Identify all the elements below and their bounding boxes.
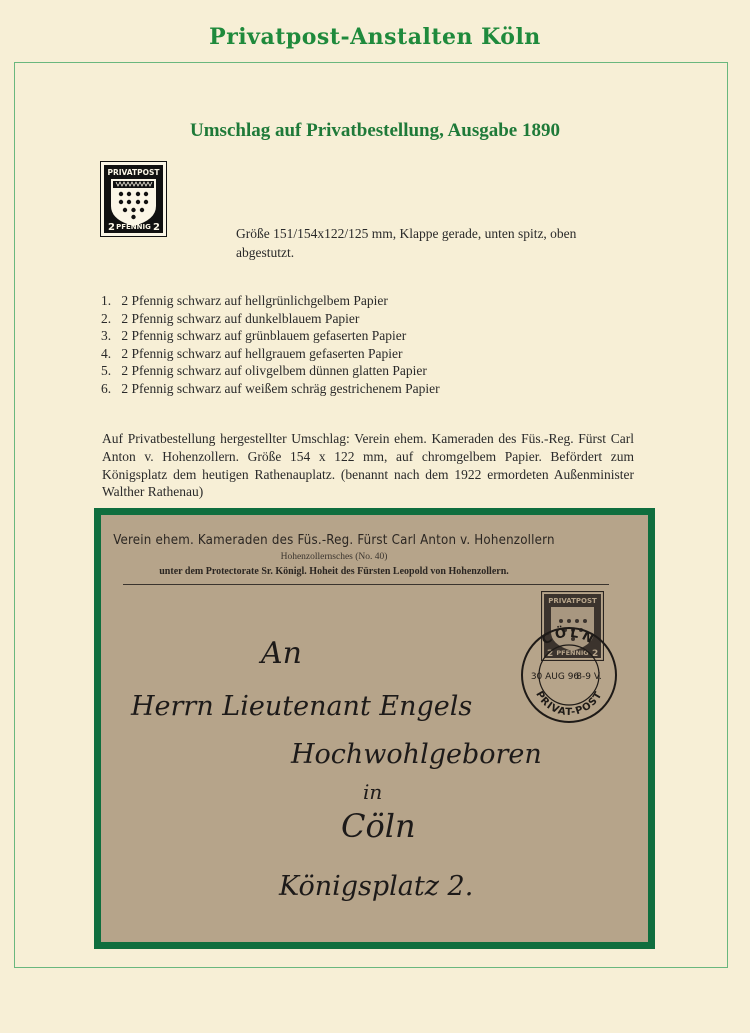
page-title: Umschlag auf Privatbestellung, Ausgabe 1890: [190, 120, 560, 141]
list-item: 5. 2 Pfennig schwarz auf olivgelbem dünnen glatten Papier: [101, 363, 427, 378]
svg-text:30 AUG 96: 30 AUG 96: [530, 672, 580, 682]
stamp-value-left: 2: [108, 222, 115, 233]
envelope-sender-line: Verein ehem. Kameraden des Füs.-Reg. Fürst Carl Anton v. Hohenzollern: [113, 533, 555, 548]
variant-list: [101, 292, 440, 397]
stamp-value-right: 2: [153, 222, 160, 233]
envelope-image: [101, 515, 648, 942]
list-item: 4. 2 Pfennig schwarz auf hellgrauem gefaserten Papier: [101, 345, 403, 361]
svg-text:2: 2: [592, 649, 599, 659]
page-header-title: Privatpost-Anstalten Köln: [209, 24, 541, 50]
svg-text:8-9 V.: 8-9 V.: [576, 672, 602, 682]
svg-text:CÖLN: CÖLN: [539, 625, 599, 649]
svg-text:2: 2: [547, 649, 554, 659]
svg-text:PRIVATPOST: PRIVATPOST: [548, 597, 597, 605]
svg-text:PRIVAT-POST: PRIVAT-POST: [533, 689, 605, 719]
envelope-regiment-line: Hohenzollernsches (No. 40): [280, 552, 388, 562]
list-item: 3. 2 Pfennig schwarz auf grünblauem gefaserten Papier: [101, 328, 407, 343]
handwriting-line-2: Herrn Lieutenant Engels: [131, 691, 473, 722]
list-item: 2. 2 Pfennig schwarz auf dunkelblauem Papier: [101, 310, 360, 326]
stamp-top-text: PRIVATPOST: [107, 168, 160, 177]
handwriting-line-3: Hochwohlgeboren: [291, 739, 542, 770]
handwritten-address: [101, 515, 648, 942]
list-item: 1. 2 Pfennig schwarz auf hellgrünlichgelbem Papier: [101, 293, 388, 308]
handwriting-line-6: Königsplatz 2.: [279, 871, 474, 902]
list-item: 6. 2 Pfennig schwarz auf weißem schräg gestrichenem Papier: [101, 380, 440, 396]
stamp-image: [100, 161, 167, 237]
handwriting-line-1: An: [261, 636, 302, 671]
envelope-description: Auf Privatbestellung hergestellter Umschlag: Verein ehem. Kameraden des Füs.-Reg. Fürst Carl Anton v. Hohenzollern. Größe 154 x 122 mm, auf chromgelbem Papier. Befördert zum Königsplatz dem heutigen Rathenauplatz. (benannt nach dem 1922 ermordeten Außenminister Walther Rathenau): [102, 431, 634, 500]
handwriting-line-5: Cöln: [341, 807, 416, 845]
svg-text:PFENNIG: PFENNIG: [556, 649, 589, 657]
handwriting-line-4: in: [363, 780, 383, 804]
stamp-value-label: PFENNIG: [116, 223, 151, 231]
envelope-protectorate-line: unter dem Protectorate Sr. Königl. Hoheit des Fürsten Leopold von Hohenzollern.: [159, 566, 509, 577]
size-description: Größe 151/154x122/125 mm, Klappe gerade, unten spitz, oben abgestutzt.: [236, 226, 577, 260]
